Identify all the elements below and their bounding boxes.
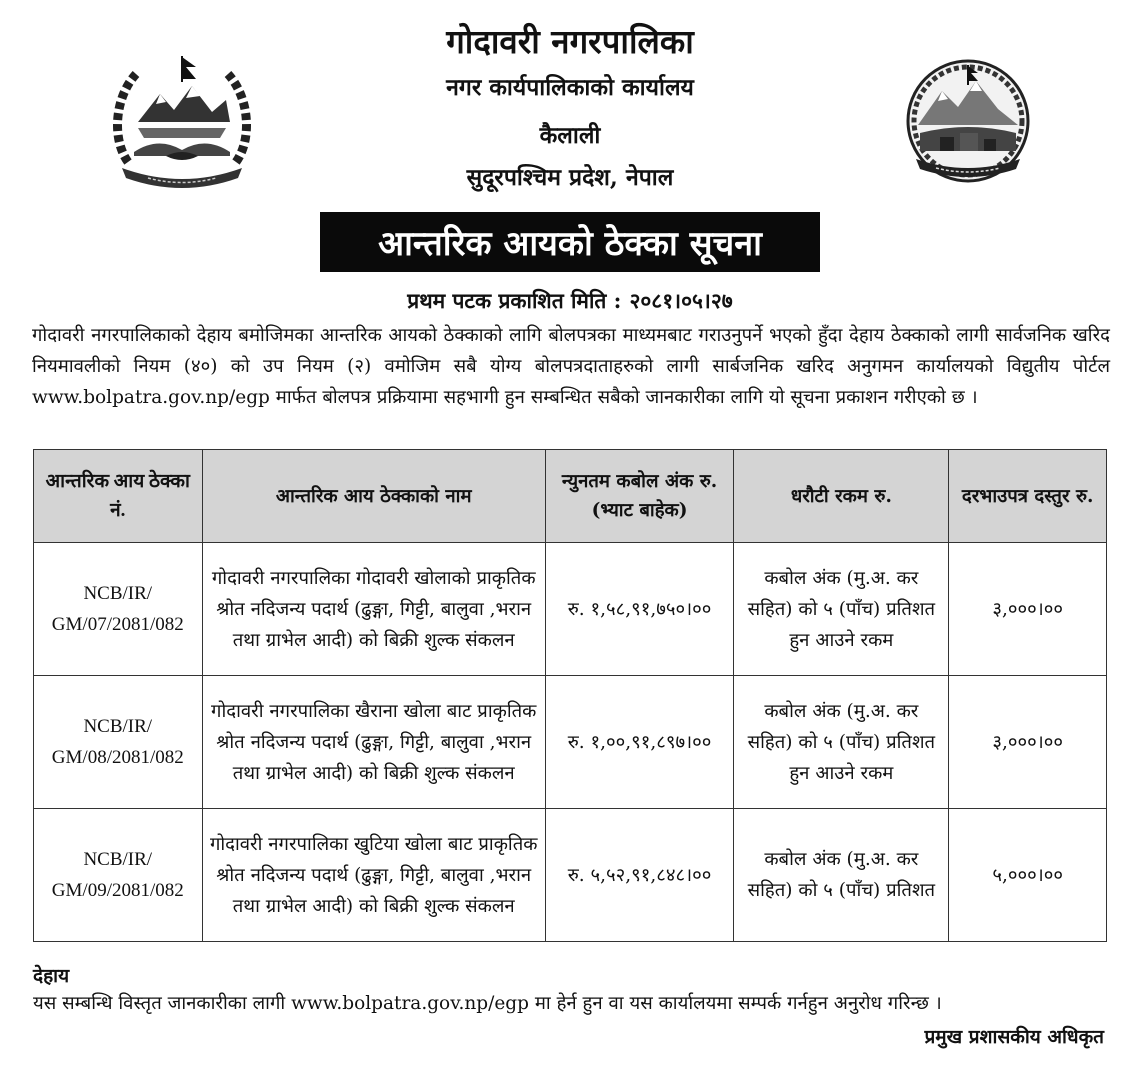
min-bid-cell: रु. १,५८,९१,७५०।०० [545, 543, 733, 676]
contract-no-line1: NCB/IR/ [83, 583, 153, 604]
contract-no-line2: GM/07/2081/082 [51, 614, 184, 635]
district-name: कैलाली [539, 122, 601, 149]
publication-date-value: २०८१।०५।२७ [629, 288, 733, 313]
deposit-cell: कबोल अंक (मु.अ. कर सहित) को ५ (पाँच) प्रतिशत [734, 809, 949, 942]
contract-no-cell [34, 676, 203, 809]
contracts-table [33, 449, 1107, 942]
signature: प्रमुख प्रशासकीय अधिकृत [924, 1026, 1104, 1048]
publication-date [0, 287, 1140, 315]
office-name: नगर कार्यपालिकाको कार्यालय [446, 74, 694, 101]
contract-name-cell: गोदावरी नगरपालिका गोदावरी खोलाको प्राकृतिक श्रोत नदिजन्य पदार्थ (ढुङ्गा, गिट्टी, बालुवा ,भरान तथा ग्राभेल आदी) को बिक्री शुल्क संकलन [202, 543, 545, 676]
header-contract-no: आन्तरिक आय ठेक्का नं. [34, 450, 203, 543]
org-name: गोदावरी नगरपालिका [446, 22, 694, 61]
header-min-bid: न्युनतम कबोल अंक रु. (भ्याट बाहेक) [545, 450, 733, 543]
table-row [34, 543, 1107, 676]
remark-text: यस सम्बन्धि विस्तृत जानकारीका लागी www.bolpatra.gov.np/egp मा हेर्न हुन वा यस कार्यालयमा सम्पर्क गर्नहुन अनुरोध गरिन्छ । [33, 993, 942, 1014]
remark-title: देहाय [33, 965, 70, 987]
publication-date-label: प्रथम पटक प्रकाशित मिति : [407, 288, 622, 313]
fee-cell: ३,०००।०० [949, 543, 1107, 676]
header-deposit: धरौटी रकम रु. [734, 450, 949, 543]
deposit-cell: कबोल अंक (मु.अ. कर सहित) को ५ (पाँच) प्रतिशत हुन आउने रकम [734, 676, 949, 809]
contract-no-line2: GM/09/2081/082 [51, 880, 184, 901]
fee-cell: ५,०००।०० [949, 809, 1107, 942]
contract-no-line1: NCB/IR/ [83, 716, 153, 737]
table-row [34, 676, 1107, 809]
contract-name-cell: गोदावरी नगरपालिका खैराना खोला बाट प्राकृतिक श्रोत नदिजन्य पदार्थ (ढुङ्गा, गिट्टी, बालुवा ,भरान तथा ग्राभेल आदी) को बिक्री शुल्क संकलन [202, 676, 545, 809]
min-bid-cell: रु. ५,५२,९१,८४८।०० [545, 809, 733, 942]
contract-no-cell [34, 543, 203, 676]
province-name: सुदूरपश्चिम प्रदेश, नेपाल [466, 164, 674, 191]
table-header-row [34, 450, 1107, 543]
contract-no-line1: NCB/IR/ [83, 849, 153, 870]
header-contract-name: आन्तरिक आय ठेक्काको नाम [202, 450, 545, 543]
notice-title: आन्तरिक आयको ठेक्का सूचना [378, 224, 762, 264]
header-fee: दरभाउपत्र दस्तुर रु. [949, 450, 1107, 543]
contract-name-cell: गोदावरी नगरपालिका खुटिया खोला बाट प्राकृतिक श्रोत नदिजन्य पदार्थ (ढुङ्गा, गिट्टी, बालुवा ,भरान तथा ग्राभेल आदी) को बिक्री शुल्क संकलन [202, 809, 545, 942]
contract-no-line2: GM/08/2081/082 [51, 747, 184, 768]
min-bid-cell: रु. १,००,९१,८९७।०० [545, 676, 733, 809]
deposit-cell: कबोल अंक (मु.अ. कर सहित) को ५ (पाँच) प्रतिशत हुन आउने रकम [734, 543, 949, 676]
table-row [34, 809, 1107, 942]
intro-paragraph: गोदावरी नगरपालिकाको देहाय बमोजिमका आन्तरिक आयको ठेक्काको लागि बोलपत्रका माध्यमबाट गराउनुपर्ने भएको हुँदा देहाय ठेक्काको लागी सार्वजनिक खरिद नियमावलीको नियम (४०) को उप नियम (२) वमोजिम सबै योग्य बोलपत्रदाताहरुको लागी सार्बजनिक खरिद अनुगमन कार्यालयको विद्युतीय पोर्टल www.bolpatra.gov.np/egp मार्फत बोलपत्र प्रक्रियामा सहभागी हुन सम्बन्धित सबैको जानकारीका लागि यो सूचना प्रकाशन गरीएको छ । [32, 325, 1110, 408]
notice-title-banner [320, 212, 820, 272]
fee-cell: ३,०००।०० [949, 676, 1107, 809]
contract-no-cell [34, 809, 203, 942]
